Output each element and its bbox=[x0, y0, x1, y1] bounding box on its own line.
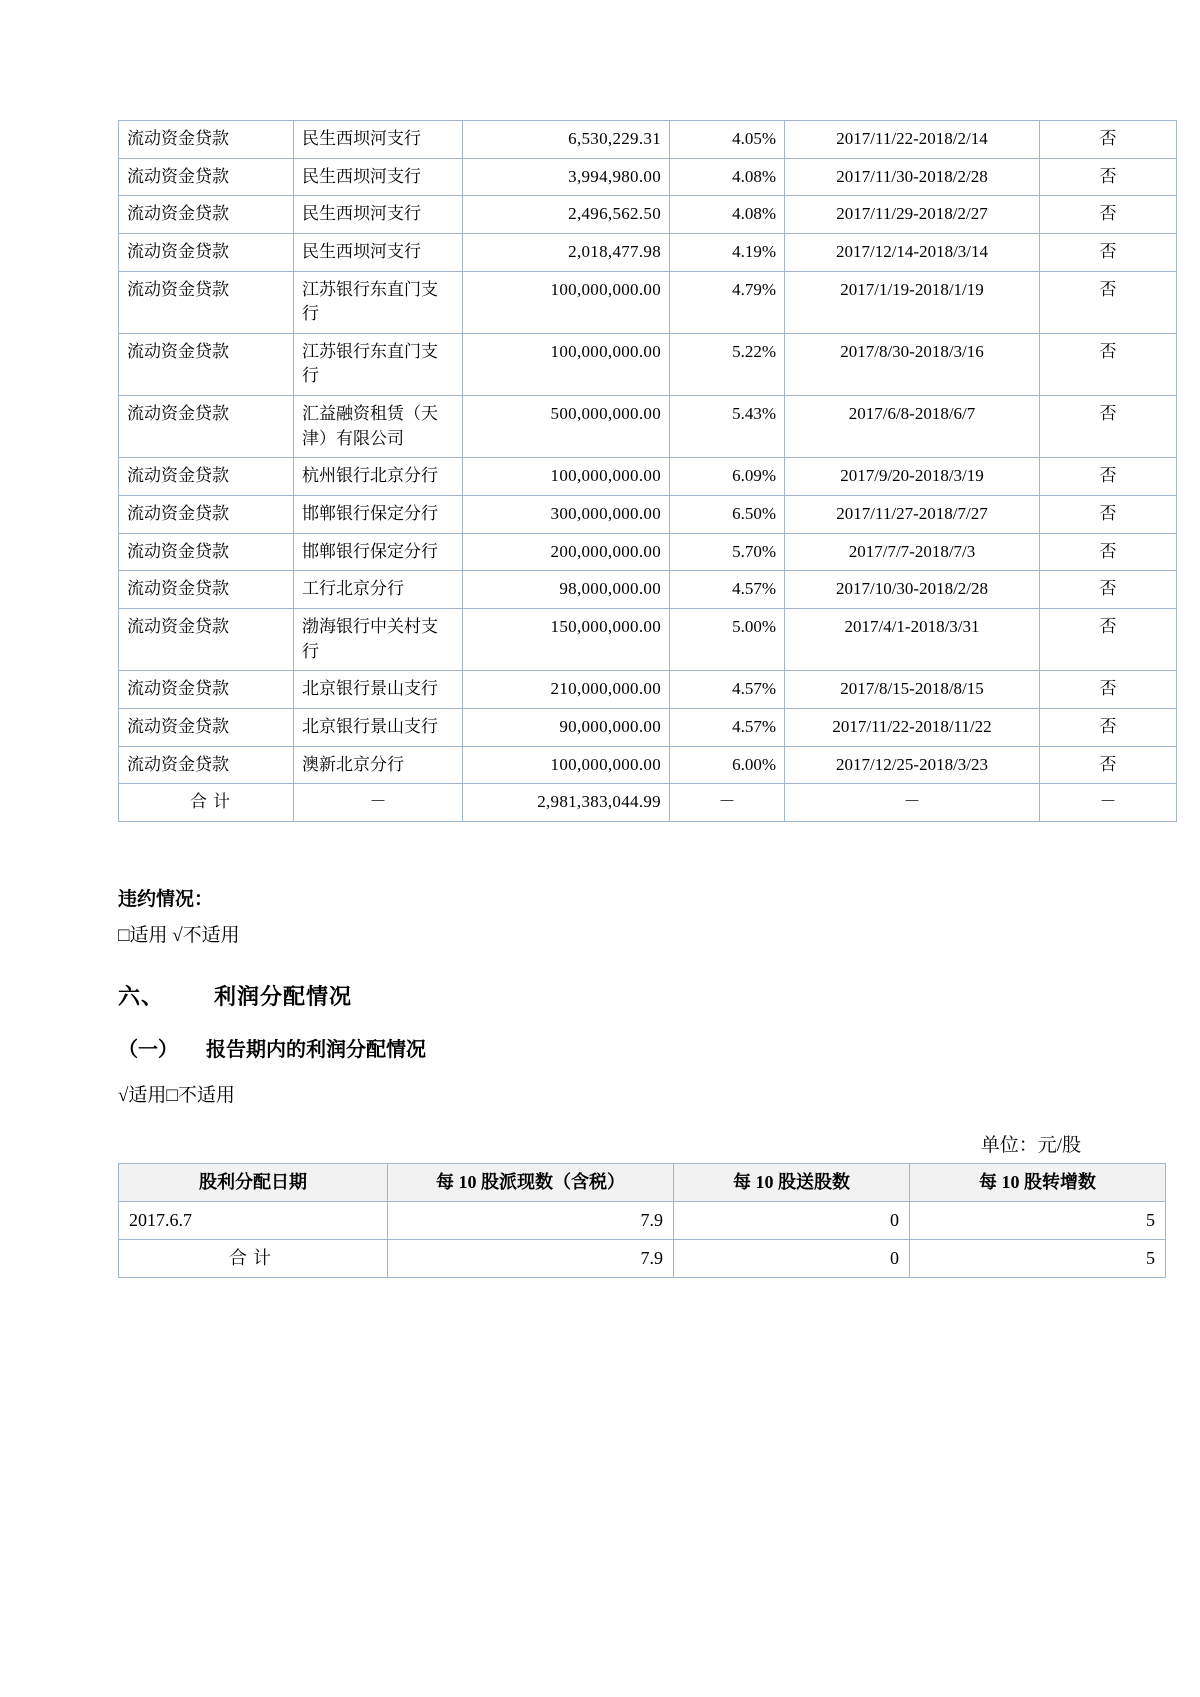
section-heading-6 bbox=[118, 980, 1082, 1011]
loan-default: 否 bbox=[1040, 496, 1177, 534]
loan-rate: 4.08% bbox=[670, 158, 785, 196]
table-row bbox=[119, 233, 1177, 271]
table-row bbox=[119, 333, 1177, 395]
loan-lender: 江苏银行东直门支行 bbox=[294, 271, 463, 333]
table-row bbox=[119, 158, 1177, 196]
loan-amount: 500,000,000.00 bbox=[463, 396, 670, 458]
loan-lender: 澳新北京分行 bbox=[294, 746, 463, 784]
column-header-transfer: 每 10 股转增数 bbox=[910, 1164, 1166, 1202]
loan-amount: 100,000,000.00 bbox=[463, 458, 670, 496]
loan-default: 否 bbox=[1040, 271, 1177, 333]
dividend-table-body bbox=[119, 1202, 1166, 1278]
loan-type: 流动资金贷款 bbox=[119, 458, 294, 496]
section-heading-6-1 bbox=[118, 1033, 1082, 1062]
loan-amount: 100,000,000.00 bbox=[463, 746, 670, 784]
loan-type: 流动资金贷款 bbox=[119, 608, 294, 670]
dividend-total-transfer: 5 bbox=[910, 1240, 1166, 1278]
loan-amount: 98,000,000.00 bbox=[463, 571, 670, 609]
loan-rate: 4.05% bbox=[670, 121, 785, 159]
dividend-total-bonus: 0 bbox=[674, 1240, 910, 1278]
loan-default: 否 bbox=[1040, 671, 1177, 709]
loan-lender: 北京银行景山支行 bbox=[294, 671, 463, 709]
loan-rate: 5.70% bbox=[670, 533, 785, 571]
table-row bbox=[119, 533, 1177, 571]
loan-period: 2017/11/22-2018/11/22 bbox=[785, 708, 1040, 746]
loan-lender: 民生西坝河支行 bbox=[294, 121, 463, 159]
loan-total-lender: － bbox=[294, 784, 463, 822]
dividend-header-row bbox=[119, 1164, 1166, 1202]
loan-total-default: － bbox=[1040, 784, 1177, 822]
loan-lender: 民生西坝河支行 bbox=[294, 158, 463, 196]
loan-type: 流动资金贷款 bbox=[119, 533, 294, 571]
loan-type: 流动资金贷款 bbox=[119, 496, 294, 534]
loan-default: 否 bbox=[1040, 608, 1177, 670]
loan-rate: 4.57% bbox=[670, 708, 785, 746]
loan-period: 2017/11/27-2018/7/27 bbox=[785, 496, 1040, 534]
loan-type: 流动资金贷款 bbox=[119, 708, 294, 746]
loan-amount: 2,496,562.50 bbox=[463, 196, 670, 234]
table-row bbox=[119, 196, 1177, 234]
loan-default: 否 bbox=[1040, 233, 1177, 271]
table-row bbox=[119, 496, 1177, 534]
loan-type: 流动资金贷款 bbox=[119, 271, 294, 333]
dividend-cash: 7.9 bbox=[388, 1202, 674, 1240]
section-heading-6-1-text: 报告期内的利润分配情况 bbox=[206, 1039, 426, 1061]
loan-total-period: － bbox=[785, 784, 1040, 822]
loan-amount: 3,994,980.00 bbox=[463, 158, 670, 196]
table-row bbox=[119, 571, 1177, 609]
loan-period: 2017/10/30-2018/2/28 bbox=[785, 571, 1040, 609]
loan-period: 2017/11/29-2018/2/27 bbox=[785, 196, 1040, 234]
dividend-total-label: 合计 bbox=[119, 1240, 388, 1278]
table-row bbox=[119, 608, 1177, 670]
loan-period: 2017/11/30-2018/2/28 bbox=[785, 158, 1040, 196]
table-row bbox=[119, 458, 1177, 496]
loan-table-body bbox=[119, 121, 1177, 822]
loan-period: 2017/12/25-2018/3/23 bbox=[785, 746, 1040, 784]
loan-rate: 4.57% bbox=[670, 671, 785, 709]
loan-default: 否 bbox=[1040, 396, 1177, 458]
loan-rate: 4.19% bbox=[670, 233, 785, 271]
loan-lender: 邯郸银行保定分行 bbox=[294, 496, 463, 534]
loan-lender: 民生西坝河支行 bbox=[294, 196, 463, 234]
loan-amount: 100,000,000.00 bbox=[463, 271, 670, 333]
loan-type: 流动资金贷款 bbox=[119, 746, 294, 784]
column-header-cash: 每 10 股派现数（含税） bbox=[388, 1164, 674, 1202]
loan-default: 否 bbox=[1040, 571, 1177, 609]
default-status-title: 违约情况： bbox=[118, 888, 214, 910]
loan-lender: 汇益融资租赁（天津）有限公司 bbox=[294, 396, 463, 458]
loan-lender: 江苏银行东直门支行 bbox=[294, 333, 463, 395]
loan-period: 2017/4/1-2018/3/31 bbox=[785, 608, 1040, 670]
table-row bbox=[119, 396, 1177, 458]
unit-label: 单位：元/股 bbox=[980, 1135, 1081, 1157]
column-header-bonus: 每 10 股送股数 bbox=[674, 1164, 910, 1202]
loan-table bbox=[118, 120, 1177, 822]
loan-type: 流动资金贷款 bbox=[119, 121, 294, 159]
loan-default: 否 bbox=[1040, 708, 1177, 746]
dividend-table bbox=[118, 1163, 1166, 1278]
loan-amount: 150,000,000.00 bbox=[463, 608, 670, 670]
loan-rate: 4.57% bbox=[670, 571, 785, 609]
table-row bbox=[119, 708, 1177, 746]
loan-type: 流动资金贷款 bbox=[119, 333, 294, 395]
loan-period: 2017/6/8-2018/6/7 bbox=[785, 396, 1040, 458]
loan-type: 流动资金贷款 bbox=[119, 158, 294, 196]
loan-amount: 300,000,000.00 bbox=[463, 496, 670, 534]
loan-total-rate: － bbox=[670, 784, 785, 822]
loan-default: 否 bbox=[1040, 458, 1177, 496]
loan-rate: 5.22% bbox=[670, 333, 785, 395]
loan-amount: 200,000,000.00 bbox=[463, 533, 670, 571]
loan-rate: 5.00% bbox=[670, 608, 785, 670]
loan-lender: 工行北京分行 bbox=[294, 571, 463, 609]
section-heading-6-number: 六、 bbox=[118, 984, 165, 1009]
loan-rate: 6.09% bbox=[670, 458, 785, 496]
loan-type: 流动资金贷款 bbox=[119, 396, 294, 458]
loan-amount: 90,000,000.00 bbox=[463, 708, 670, 746]
loan-lender: 邯郸银行保定分行 bbox=[294, 533, 463, 571]
section-heading-6-text: 利润分配情况 bbox=[214, 984, 353, 1009]
table-row bbox=[119, 671, 1177, 709]
spacer bbox=[118, 1066, 1082, 1078]
loan-default: 否 bbox=[1040, 121, 1177, 159]
loan-type: 流动资金贷款 bbox=[119, 233, 294, 271]
loan-period: 2017/1/19-2018/1/19 bbox=[785, 271, 1040, 333]
dividend-date: 2017.6.7 bbox=[119, 1202, 388, 1240]
loan-total-label: 合计 bbox=[119, 784, 294, 822]
loan-amount: 100,000,000.00 bbox=[463, 333, 670, 395]
loan-lender: 渤海银行中关村支行 bbox=[294, 608, 463, 670]
table-row bbox=[119, 746, 1177, 784]
loan-total-row bbox=[119, 784, 1177, 822]
loan-amount: 210,000,000.00 bbox=[463, 671, 670, 709]
table-row bbox=[119, 121, 1177, 159]
loan-rate: 6.00% bbox=[670, 746, 785, 784]
loan-period: 2017/7/7-2018/7/3 bbox=[785, 533, 1040, 571]
section-heading-6-1-number: （一） bbox=[118, 1039, 178, 1061]
loan-amount: 6,530,229.31 bbox=[463, 121, 670, 159]
loan-type: 流动资金贷款 bbox=[119, 571, 294, 609]
dividend-total-cash: 7.9 bbox=[388, 1240, 674, 1278]
spacer bbox=[118, 822, 1082, 882]
loan-lender: 北京银行景山支行 bbox=[294, 708, 463, 746]
column-header-date: 股利分配日期 bbox=[119, 1164, 388, 1202]
loan-rate: 5.43% bbox=[670, 396, 785, 458]
loan-type: 流动资金贷款 bbox=[119, 196, 294, 234]
loan-period: 2017/9/20-2018/3/19 bbox=[785, 458, 1040, 496]
table-row bbox=[119, 271, 1177, 333]
default-status-choice: □适用 √不适用 bbox=[118, 924, 240, 946]
loan-period: 2017/8/30-2018/3/16 bbox=[785, 333, 1040, 395]
loan-amount: 2,018,477.98 bbox=[463, 233, 670, 271]
loan-rate: 6.50% bbox=[670, 496, 785, 534]
loan-default: 否 bbox=[1040, 196, 1177, 234]
dividend-total-row bbox=[119, 1240, 1166, 1278]
dividend-transfer: 5 bbox=[910, 1202, 1166, 1240]
applicable-choice: √适用□不适用 bbox=[118, 1085, 235, 1106]
loan-default: 否 bbox=[1040, 746, 1177, 784]
loan-rate: 4.08% bbox=[670, 196, 785, 234]
loan-period: 2017/12/14-2018/3/14 bbox=[785, 233, 1040, 271]
loan-rate: 4.79% bbox=[670, 271, 785, 333]
loan-period: 2017/11/22-2018/2/14 bbox=[785, 121, 1040, 159]
loan-lender: 杭州银行北京分行 bbox=[294, 458, 463, 496]
loan-lender: 民生西坝河支行 bbox=[294, 233, 463, 271]
loan-default: 否 bbox=[1040, 533, 1177, 571]
loan-default: 否 bbox=[1040, 333, 1177, 395]
loan-default: 否 bbox=[1040, 158, 1177, 196]
dividend-bonus: 0 bbox=[674, 1202, 910, 1240]
loan-total-amount: 2,981,383,044.99 bbox=[463, 784, 670, 822]
dividend-table-head bbox=[119, 1164, 1166, 1202]
loan-type: 流动资金贷款 bbox=[119, 671, 294, 709]
table-row bbox=[119, 1202, 1166, 1240]
loan-period: 2017/8/15-2018/8/15 bbox=[785, 671, 1040, 709]
